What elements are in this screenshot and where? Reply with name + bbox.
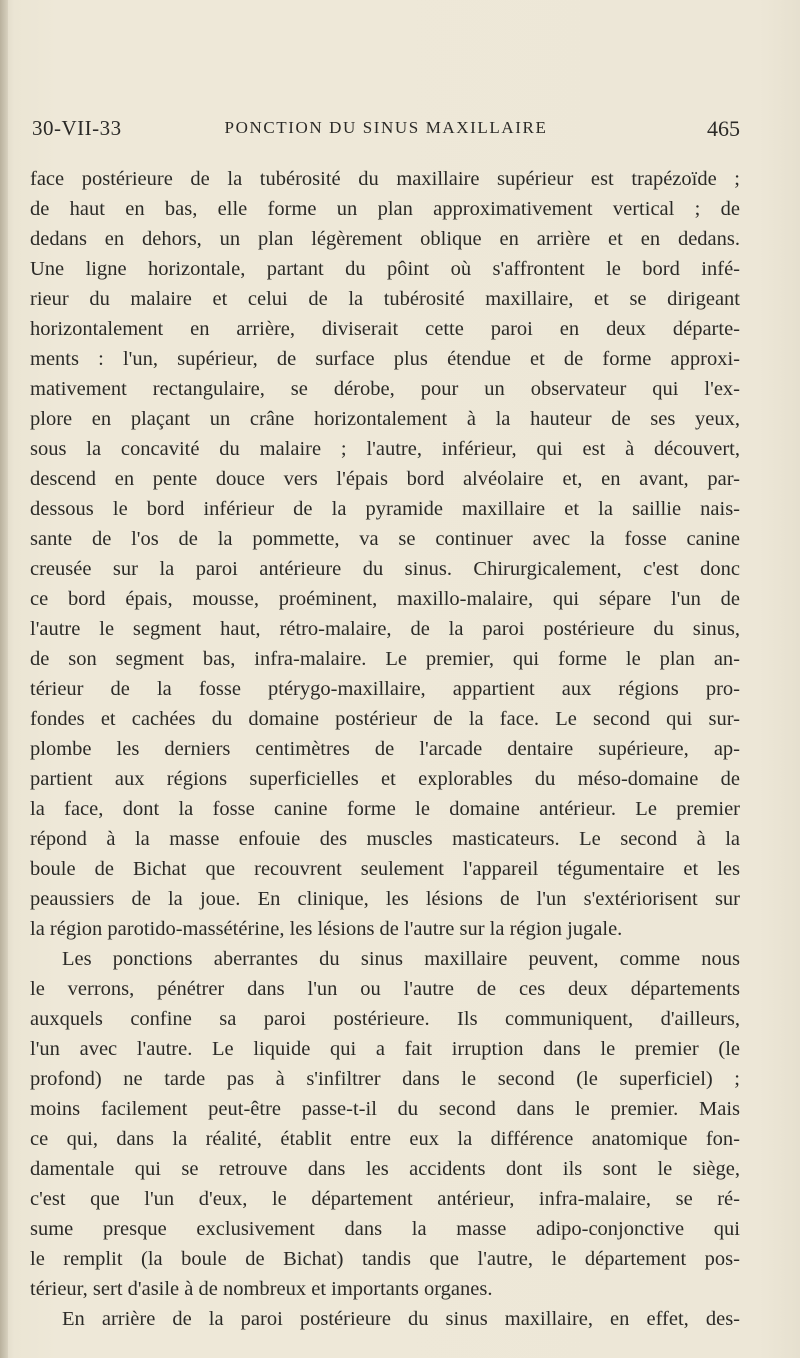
text-line: peaussiers de la joue. En clinique, les lésions de l'un s'extériorisent sur	[30, 888, 740, 910]
text-line: le remplit (la boule de Bichat) tandis que l'autre, le département pos-	[30, 1248, 740, 1270]
text-line-paragraph-start: En arrière de la paroi postérieure du sinus maxillaire, en effet, des-	[62, 1308, 740, 1330]
text-line: rieur du malaire et celui de la tubérosité maxillaire, et se dirigeant	[30, 288, 740, 310]
text-line: dessous le bord inférieur de la pyramide maxillaire et la saillie nais-	[30, 498, 740, 520]
text-line: creusée sur la paroi antérieure du sinus. Chirurgicalement, c'est donc	[30, 558, 740, 580]
text-line: face postérieure de la tubérosité du maxillaire supérieur est trapézoïde ;	[30, 168, 740, 190]
page-spine-shadow	[0, 0, 8, 1358]
text-line: le verrons, pénétrer dans l'un ou l'autre de ces deux départements	[30, 978, 740, 1000]
text-line: auxquels confine sa paroi postérieure. Ils communiquent, d'ailleurs,	[30, 1008, 740, 1030]
text-line: la région parotido-massétérine, les lésions de l'autre sur la région jugale.	[30, 918, 623, 940]
page-number: 465	[707, 116, 740, 141]
text-line: l'autre le segment haut, rétro-malaire, de la paroi postérieure du sinus,	[30, 618, 740, 640]
text-line: de haut en bas, elle forme un plan approximativement vertical ; de	[30, 198, 740, 220]
text-line: partient aux régions superficielles et explorables du méso-domaine de	[30, 768, 740, 790]
text-line: fondes et cachées du domaine postérieur de la face. Le second qui sur-	[30, 708, 740, 730]
text-line: ments : l'un, supérieur, de surface plus étendue et de forme approxi-	[30, 348, 740, 370]
text-line: descend en pente douce vers l'épais bord alvéolaire et, en avant, par-	[30, 468, 740, 490]
text-line: térieur de la fosse ptérygo-maxillaire, appartient aux régions pro-	[30, 678, 740, 700]
text-line: térieur, sert d'asile à de nombreux et importants organes.	[30, 1278, 493, 1300]
text-line: boule de Bichat que recouvrent seulement l'appareil tégumentaire et les	[30, 858, 740, 880]
running-title: PONCTION DU SINUS MAXILLAIRE	[224, 118, 548, 137]
text-line: moins facilement peut-être passe-t-il du second dans le premier. Mais	[30, 1098, 740, 1120]
text-line: de son segment bas, infra-malaire. Le premier, qui forme le plan an-	[30, 648, 740, 670]
running-header	[32, 116, 740, 146]
text-line: plore en plaçant un crâne horizontalement à la hauteur de ses yeux,	[30, 408, 740, 430]
text-line: Une ligne horizontale, partant du pôint où s'affrontent le bord infé-	[30, 258, 740, 280]
text-line: l'un avec l'autre. Le liquide qui a fait irruption dans le premier (le	[30, 1038, 740, 1060]
text-line: ce bord épais, mousse, proéminent, maxillo-malaire, qui sépare l'un de	[30, 588, 740, 610]
text-line: répond à la masse enfouie des muscles masticateurs. Le second à la	[30, 828, 740, 850]
text-line: mativement rectangulaire, se dérobe, pour un observateur qui l'ex-	[30, 378, 740, 400]
text-line: ce qui, dans la réalité, établit entre eux la différence anatomique fon-	[30, 1128, 740, 1150]
text-line: plombe les derniers centimètres de l'arcade dentaire supérieure, ap-	[30, 738, 740, 760]
text-line: dedans en dehors, un plan légèrement oblique en arrière et en dedans.	[30, 228, 740, 250]
text-line: sous la concavité du malaire ; l'autre, inférieur, qui est à découvert,	[30, 438, 740, 460]
text-line: horizontalement en arrière, diviserait cette paroi en deux départe-	[30, 318, 740, 340]
text-line: sume presque exclusivement dans la masse adipo-conjonctive qui	[30, 1218, 740, 1240]
text-line: damentale qui se retrouve dans les accidents dont ils sont le siège,	[30, 1158, 740, 1180]
text-line-paragraph-start: Les ponctions aberrantes du sinus maxillaire peuvent, comme nous	[62, 948, 740, 970]
body-text	[30, 164, 740, 1334]
text-line: la face, dont la fosse canine forme le domaine antérieur. Le premier	[30, 798, 740, 820]
text-line: profond) ne tarde pas à s'infiltrer dans le second (le superficiel) ;	[30, 1068, 740, 1090]
text-line: sante de l'os de la pommette, va se continuer avec la fosse canine	[30, 528, 740, 550]
text-line: c'est que l'un d'eux, le département antérieur, infra-malaire, se ré-	[30, 1188, 740, 1210]
date-mark: 30-VII-33	[32, 116, 122, 140]
